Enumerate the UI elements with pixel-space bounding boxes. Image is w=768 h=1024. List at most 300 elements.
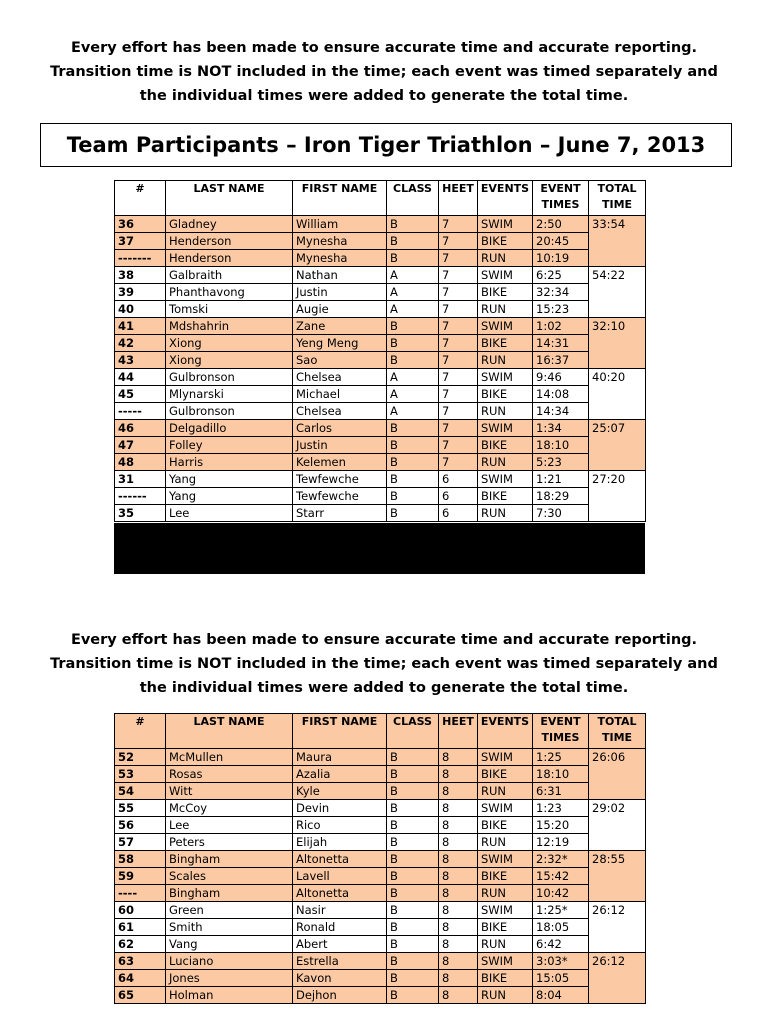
header-cell: # bbox=[115, 181, 166, 216]
header-cell: HEET bbox=[439, 181, 478, 216]
event-cell: BIKE bbox=[478, 437, 533, 454]
heet-cell: 6 bbox=[439, 505, 478, 522]
heet-cell: 8 bbox=[439, 851, 478, 868]
event-time-cell: 1:25* bbox=[533, 902, 589, 919]
class-cell: B bbox=[387, 783, 439, 800]
total-time-cell: 29:02 bbox=[589, 800, 646, 851]
heet-cell: 8 bbox=[439, 902, 478, 919]
class-cell: B bbox=[387, 953, 439, 970]
event-time-cell: 15:23 bbox=[533, 301, 589, 318]
table-row bbox=[115, 284, 646, 301]
bib-number-cell: 48 bbox=[115, 454, 166, 471]
table-row bbox=[115, 454, 646, 471]
last-name-cell: Scales bbox=[166, 868, 293, 885]
event-cell: BIKE bbox=[478, 284, 533, 301]
event-cell: RUN bbox=[478, 936, 533, 953]
last-name-cell: Luciano bbox=[166, 953, 293, 970]
heet-cell: 6 bbox=[439, 471, 478, 488]
first-name-cell: Devin bbox=[293, 800, 387, 817]
heet-cell: 8 bbox=[439, 987, 478, 1004]
heet-cell: 7 bbox=[439, 233, 478, 250]
event-time-cell: 2:50 bbox=[533, 216, 589, 233]
table-row bbox=[115, 233, 646, 250]
first-name-cell: Lavell bbox=[293, 868, 387, 885]
event-time-cell: 14:31 bbox=[533, 335, 589, 352]
bib-number-cell: ----- bbox=[115, 403, 166, 420]
heet-cell: 7 bbox=[439, 352, 478, 369]
heet-cell: 7 bbox=[439, 369, 478, 386]
heet-cell: 8 bbox=[439, 749, 478, 766]
table-row bbox=[115, 919, 646, 936]
event-cell: BIKE bbox=[478, 970, 533, 987]
table-row bbox=[115, 868, 646, 885]
notice-line: Transition time is NOT included in the time; each event was timed separately and bbox=[50, 656, 718, 672]
header-cell: EVENT TIMES bbox=[533, 181, 589, 216]
event-cell: SWIM bbox=[478, 420, 533, 437]
bib-number-cell: 41 bbox=[115, 318, 166, 335]
class-cell: A bbox=[387, 301, 439, 318]
first-name-cell: Altonetta bbox=[293, 885, 387, 902]
last-name-cell: Lee bbox=[166, 817, 293, 834]
notice-line: the individual times were added to generate the total time. bbox=[139, 680, 629, 696]
last-name-cell: Galbraith bbox=[166, 267, 293, 284]
bib-number-cell: 43 bbox=[115, 352, 166, 369]
participants-table bbox=[114, 180, 646, 522]
table-row bbox=[115, 250, 646, 267]
class-cell: B bbox=[387, 970, 439, 987]
bib-number-cell: 54 bbox=[115, 783, 166, 800]
heet-cell: 7 bbox=[439, 335, 478, 352]
event-time-cell: 15:20 bbox=[533, 817, 589, 834]
bib-number-cell: 35 bbox=[115, 505, 166, 522]
class-cell: B bbox=[387, 505, 439, 522]
total-time-cell: 54:22 bbox=[589, 267, 646, 318]
table-row bbox=[115, 885, 646, 902]
event-cell: RUN bbox=[478, 454, 533, 471]
event-time-cell: 6:31 bbox=[533, 783, 589, 800]
class-cell: B bbox=[387, 335, 439, 352]
first-name-cell: Augie bbox=[293, 301, 387, 318]
class-cell: B bbox=[387, 936, 439, 953]
first-name-cell: Mynesha bbox=[293, 250, 387, 267]
event-time-cell: 1:34 bbox=[533, 420, 589, 437]
total-time-cell: 40:20 bbox=[589, 369, 646, 420]
bib-number-cell: ------ bbox=[115, 488, 166, 505]
table-row bbox=[115, 953, 646, 970]
event-cell: BIKE bbox=[478, 919, 533, 936]
class-cell: B bbox=[387, 868, 439, 885]
total-time-cell: 26:12 bbox=[589, 902, 646, 953]
bib-number-cell: 60 bbox=[115, 902, 166, 919]
total-time-cell: 26:12 bbox=[589, 953, 646, 1004]
first-name-cell: Tewfewche bbox=[293, 471, 387, 488]
class-cell: B bbox=[387, 834, 439, 851]
first-name-cell: Sao bbox=[293, 352, 387, 369]
table-row bbox=[115, 267, 646, 284]
table-row bbox=[115, 766, 646, 783]
class-cell: B bbox=[387, 851, 439, 868]
class-cell: B bbox=[387, 817, 439, 834]
last-name-cell: Smith bbox=[166, 919, 293, 936]
header-cell: EVENTS bbox=[478, 714, 533, 749]
heet-cell: 7 bbox=[439, 386, 478, 403]
event-time-cell: 10:42 bbox=[533, 885, 589, 902]
header-cell: CLASS bbox=[387, 714, 439, 749]
first-name-cell: Yeng Meng bbox=[293, 335, 387, 352]
table-row bbox=[115, 817, 646, 834]
table-body bbox=[115, 749, 646, 1004]
header-cell: EVENTS bbox=[478, 181, 533, 216]
bib-number-cell: 47 bbox=[115, 437, 166, 454]
event-time-cell: 20:45 bbox=[533, 233, 589, 250]
event-time-cell: 6:42 bbox=[533, 936, 589, 953]
class-cell: B bbox=[387, 454, 439, 471]
first-name-cell: Altonetta bbox=[293, 851, 387, 868]
class-cell: B bbox=[387, 766, 439, 783]
bib-number-cell: 53 bbox=[115, 766, 166, 783]
last-name-cell: Green bbox=[166, 902, 293, 919]
first-name-cell: Justin bbox=[293, 284, 387, 301]
class-cell: B bbox=[387, 800, 439, 817]
total-time-cell: 33:54 bbox=[589, 216, 646, 267]
first-name-cell: William bbox=[293, 216, 387, 233]
heet-cell: 8 bbox=[439, 800, 478, 817]
first-name-cell: Chelsea bbox=[293, 403, 387, 420]
event-cell: RUN bbox=[478, 885, 533, 902]
last-name-cell: Lee bbox=[166, 505, 293, 522]
heet-cell: 7 bbox=[439, 437, 478, 454]
table-row bbox=[115, 851, 646, 868]
class-cell: A bbox=[387, 284, 439, 301]
table-row bbox=[115, 970, 646, 987]
bib-number-cell: 64 bbox=[115, 970, 166, 987]
table-row bbox=[115, 902, 646, 919]
bib-number-cell: 40 bbox=[115, 301, 166, 318]
event-time-cell: 15:05 bbox=[533, 970, 589, 987]
event-cell: SWIM bbox=[478, 902, 533, 919]
event-cell: RUN bbox=[478, 834, 533, 851]
last-name-cell: Folley bbox=[166, 437, 293, 454]
last-name-cell: Gulbronson bbox=[166, 403, 293, 420]
event-time-cell: 1:02 bbox=[533, 318, 589, 335]
last-name-cell: Xiong bbox=[166, 352, 293, 369]
first-name-cell: Estrella bbox=[293, 953, 387, 970]
event-cell: SWIM bbox=[478, 216, 533, 233]
table-row bbox=[115, 386, 646, 403]
table-row bbox=[115, 471, 646, 488]
page-title: Team Participants – Iron Tiger Triathlon – June 7, 2013 bbox=[40, 123, 732, 167]
bib-number-cell: 61 bbox=[115, 919, 166, 936]
table-row bbox=[115, 403, 646, 420]
heet-cell: 7 bbox=[439, 454, 478, 471]
class-cell: A bbox=[387, 403, 439, 420]
first-name-cell: Tewfewche bbox=[293, 488, 387, 505]
last-name-cell: Yang bbox=[166, 488, 293, 505]
bib-number-cell: 63 bbox=[115, 953, 166, 970]
bib-number-cell: 57 bbox=[115, 834, 166, 851]
class-cell: B bbox=[387, 352, 439, 369]
first-name-cell: Starr bbox=[293, 505, 387, 522]
heet-cell: 7 bbox=[439, 301, 478, 318]
event-time-cell: 16:37 bbox=[533, 352, 589, 369]
heet-cell: 7 bbox=[439, 403, 478, 420]
total-time-cell: 32:10 bbox=[589, 318, 646, 369]
table-row bbox=[115, 800, 646, 817]
bib-number-cell: 65 bbox=[115, 987, 166, 1004]
last-name-cell: Bingham bbox=[166, 885, 293, 902]
first-name-cell: Mynesha bbox=[293, 233, 387, 250]
event-time-cell: 6:25 bbox=[533, 267, 589, 284]
last-name-cell: Henderson bbox=[166, 233, 293, 250]
event-time-cell: 14:34 bbox=[533, 403, 589, 420]
event-time-cell: 3:03* bbox=[533, 953, 589, 970]
event-time-cell: 18:10 bbox=[533, 766, 589, 783]
header-cell: CLASS bbox=[387, 181, 439, 216]
event-cell: RUN bbox=[478, 403, 533, 420]
class-cell: B bbox=[387, 437, 439, 454]
event-time-cell: 12:19 bbox=[533, 834, 589, 851]
last-name-cell: Xiong bbox=[166, 335, 293, 352]
class-cell: B bbox=[387, 420, 439, 437]
first-name-cell: Zane bbox=[293, 318, 387, 335]
redacted-block bbox=[114, 523, 645, 574]
heet-cell: 8 bbox=[439, 885, 478, 902]
event-cell: BIKE bbox=[478, 335, 533, 352]
header-cell: FIRST NAME bbox=[293, 181, 387, 216]
event-cell: RUN bbox=[478, 783, 533, 800]
header-cell: EVENT TIMES bbox=[533, 714, 589, 749]
table-row bbox=[115, 216, 646, 233]
bib-number-cell: 62 bbox=[115, 936, 166, 953]
table-row bbox=[115, 936, 646, 953]
class-cell: B bbox=[387, 471, 439, 488]
heet-cell: 8 bbox=[439, 936, 478, 953]
event-cell: RUN bbox=[478, 250, 533, 267]
notice-line: Transition time is NOT included in the time; each event was timed separately and bbox=[50, 64, 718, 80]
first-name-cell: Nasir bbox=[293, 902, 387, 919]
table-row bbox=[115, 987, 646, 1004]
event-time-cell: 1:21 bbox=[533, 471, 589, 488]
first-name-cell: Justin bbox=[293, 437, 387, 454]
class-cell: A bbox=[387, 386, 439, 403]
event-cell: SWIM bbox=[478, 953, 533, 970]
first-name-cell: Abert bbox=[293, 936, 387, 953]
heet-cell: 8 bbox=[439, 766, 478, 783]
header-cell: LAST NAME bbox=[166, 714, 293, 749]
total-time-cell: 28:55 bbox=[589, 851, 646, 902]
bib-number-cell: 42 bbox=[115, 335, 166, 352]
table-row bbox=[115, 335, 646, 352]
event-time-cell: 18:29 bbox=[533, 488, 589, 505]
event-cell: BIKE bbox=[478, 817, 533, 834]
event-time-cell: 5:23 bbox=[533, 454, 589, 471]
class-cell: B bbox=[387, 250, 439, 267]
event-cell: RUN bbox=[478, 352, 533, 369]
table-body bbox=[115, 216, 646, 522]
event-time-cell: 10:19 bbox=[533, 250, 589, 267]
table-row bbox=[115, 488, 646, 505]
notice-line: Every effort has been made to ensure accurate time and accurate reporting. bbox=[70, 632, 698, 648]
event-cell: SWIM bbox=[478, 749, 533, 766]
class-cell: B bbox=[387, 233, 439, 250]
last-name-cell: Harris bbox=[166, 454, 293, 471]
last-name-cell: McMullen bbox=[166, 749, 293, 766]
last-name-cell: Peters bbox=[166, 834, 293, 851]
heet-cell: 8 bbox=[439, 919, 478, 936]
table-row bbox=[115, 318, 646, 335]
event-cell: RUN bbox=[478, 987, 533, 1004]
event-time-cell: 15:42 bbox=[533, 868, 589, 885]
bib-number-cell: ---- bbox=[115, 885, 166, 902]
notice-line: the individual times were added to generate the total time. bbox=[139, 88, 629, 104]
event-time-cell: 1:23 bbox=[533, 800, 589, 817]
last-name-cell: Mdshahrin bbox=[166, 318, 293, 335]
first-name-cell: Chelsea bbox=[293, 369, 387, 386]
last-name-cell: Mlynarski bbox=[166, 386, 293, 403]
class-cell: A bbox=[387, 369, 439, 386]
heet-cell: 7 bbox=[439, 284, 478, 301]
table-header-row bbox=[115, 714, 646, 749]
last-name-cell: Rosas bbox=[166, 766, 293, 783]
last-name-cell: Delgadillo bbox=[166, 420, 293, 437]
event-time-cell: 32:34 bbox=[533, 284, 589, 301]
event-time-cell: 8:04 bbox=[533, 987, 589, 1004]
table-header-row bbox=[115, 181, 646, 216]
notice-line: Every effort has been made to ensure accurate time and accurate reporting. bbox=[70, 40, 698, 56]
event-time-cell: 18:10 bbox=[533, 437, 589, 454]
class-cell: B bbox=[387, 216, 439, 233]
event-cell: BIKE bbox=[478, 488, 533, 505]
class-cell: B bbox=[387, 318, 439, 335]
bib-number-cell: 55 bbox=[115, 800, 166, 817]
table-row bbox=[115, 505, 646, 522]
last-name-cell: Tomski bbox=[166, 301, 293, 318]
first-name-cell: Rico bbox=[293, 817, 387, 834]
event-cell: RUN bbox=[478, 301, 533, 318]
event-cell: SWIM bbox=[478, 369, 533, 386]
first-name-cell: Dejhon bbox=[293, 987, 387, 1004]
event-time-cell: 2:32* bbox=[533, 851, 589, 868]
first-name-cell: Kyle bbox=[293, 783, 387, 800]
header-cell: LAST NAME bbox=[166, 181, 293, 216]
first-name-cell: Ronald bbox=[293, 919, 387, 936]
heet-cell: 7 bbox=[439, 318, 478, 335]
first-name-cell: Elijah bbox=[293, 834, 387, 851]
last-name-cell: Bingham bbox=[166, 851, 293, 868]
first-name-cell: Azalia bbox=[293, 766, 387, 783]
heet-cell: 8 bbox=[439, 868, 478, 885]
event-cell: SWIM bbox=[478, 318, 533, 335]
bib-number-cell: 59 bbox=[115, 868, 166, 885]
event-time-cell: 14:08 bbox=[533, 386, 589, 403]
last-name-cell: Gladney bbox=[166, 216, 293, 233]
heet-cell: 8 bbox=[439, 817, 478, 834]
header-cell: TOTAL TIME bbox=[589, 181, 646, 216]
event-cell: SWIM bbox=[478, 851, 533, 868]
header-cell: HEET bbox=[439, 714, 478, 749]
heet-cell: 8 bbox=[439, 970, 478, 987]
total-time-cell: 25:07 bbox=[589, 420, 646, 471]
bib-number-cell: 38 bbox=[115, 267, 166, 284]
table-row bbox=[115, 437, 646, 454]
event-time-cell: 1:25 bbox=[533, 749, 589, 766]
heet-cell: 7 bbox=[439, 250, 478, 267]
last-name-cell: Phanthavong bbox=[166, 284, 293, 301]
class-cell: B bbox=[387, 488, 439, 505]
event-cell: RUN bbox=[478, 505, 533, 522]
first-name-cell: Michael bbox=[293, 386, 387, 403]
bib-number-cell: 39 bbox=[115, 284, 166, 301]
last-name-cell: Gulbronson bbox=[166, 369, 293, 386]
header-cell: TOTAL TIME bbox=[589, 714, 646, 749]
bib-number-cell: 46 bbox=[115, 420, 166, 437]
last-name-cell: Jones bbox=[166, 970, 293, 987]
heet-cell: 7 bbox=[439, 420, 478, 437]
table-row bbox=[115, 834, 646, 851]
disclaimer-notice bbox=[20, 628, 748, 700]
table-row bbox=[115, 420, 646, 437]
table-row bbox=[115, 301, 646, 318]
first-name-cell: Maura bbox=[293, 749, 387, 766]
heet-cell: 8 bbox=[439, 953, 478, 970]
last-name-cell: McCoy bbox=[166, 800, 293, 817]
disclaimer-notice bbox=[20, 36, 748, 108]
last-name-cell: Yang bbox=[166, 471, 293, 488]
bib-number-cell: 31 bbox=[115, 471, 166, 488]
heet-cell: 8 bbox=[439, 834, 478, 851]
event-cell: BIKE bbox=[478, 386, 533, 403]
bib-number-cell: 37 bbox=[115, 233, 166, 250]
first-name-cell: Kelemen bbox=[293, 454, 387, 471]
heet-cell: 7 bbox=[439, 267, 478, 284]
heet-cell: 7 bbox=[439, 216, 478, 233]
last-name-cell: Witt bbox=[166, 783, 293, 800]
bib-number-cell: ------- bbox=[115, 250, 166, 267]
class-cell: B bbox=[387, 885, 439, 902]
event-cell: SWIM bbox=[478, 800, 533, 817]
last-name-cell: Henderson bbox=[166, 250, 293, 267]
header-cell: # bbox=[115, 714, 166, 749]
class-cell: A bbox=[387, 267, 439, 284]
table-row bbox=[115, 352, 646, 369]
event-time-cell: 9:46 bbox=[533, 369, 589, 386]
event-cell: BIKE bbox=[478, 868, 533, 885]
event-cell: BIKE bbox=[478, 233, 533, 250]
event-cell: SWIM bbox=[478, 267, 533, 284]
last-name-cell: Holman bbox=[166, 987, 293, 1004]
table-row bbox=[115, 749, 646, 766]
class-cell: B bbox=[387, 987, 439, 1004]
total-time-cell: 27:20 bbox=[589, 471, 646, 522]
participants-table bbox=[114, 713, 646, 1004]
event-time-cell: 18:05 bbox=[533, 919, 589, 936]
first-name-cell: Carlos bbox=[293, 420, 387, 437]
heet-cell: 8 bbox=[439, 783, 478, 800]
bib-number-cell: 36 bbox=[115, 216, 166, 233]
event-cell: SWIM bbox=[478, 471, 533, 488]
first-name-cell: Nathan bbox=[293, 267, 387, 284]
heet-cell: 6 bbox=[439, 488, 478, 505]
last-name-cell: Vang bbox=[166, 936, 293, 953]
bib-number-cell: 58 bbox=[115, 851, 166, 868]
class-cell: B bbox=[387, 902, 439, 919]
bib-number-cell: 52 bbox=[115, 749, 166, 766]
class-cell: B bbox=[387, 749, 439, 766]
first-name-cell: Kavon bbox=[293, 970, 387, 987]
class-cell: B bbox=[387, 919, 439, 936]
bib-number-cell: 56 bbox=[115, 817, 166, 834]
bib-number-cell: 45 bbox=[115, 386, 166, 403]
